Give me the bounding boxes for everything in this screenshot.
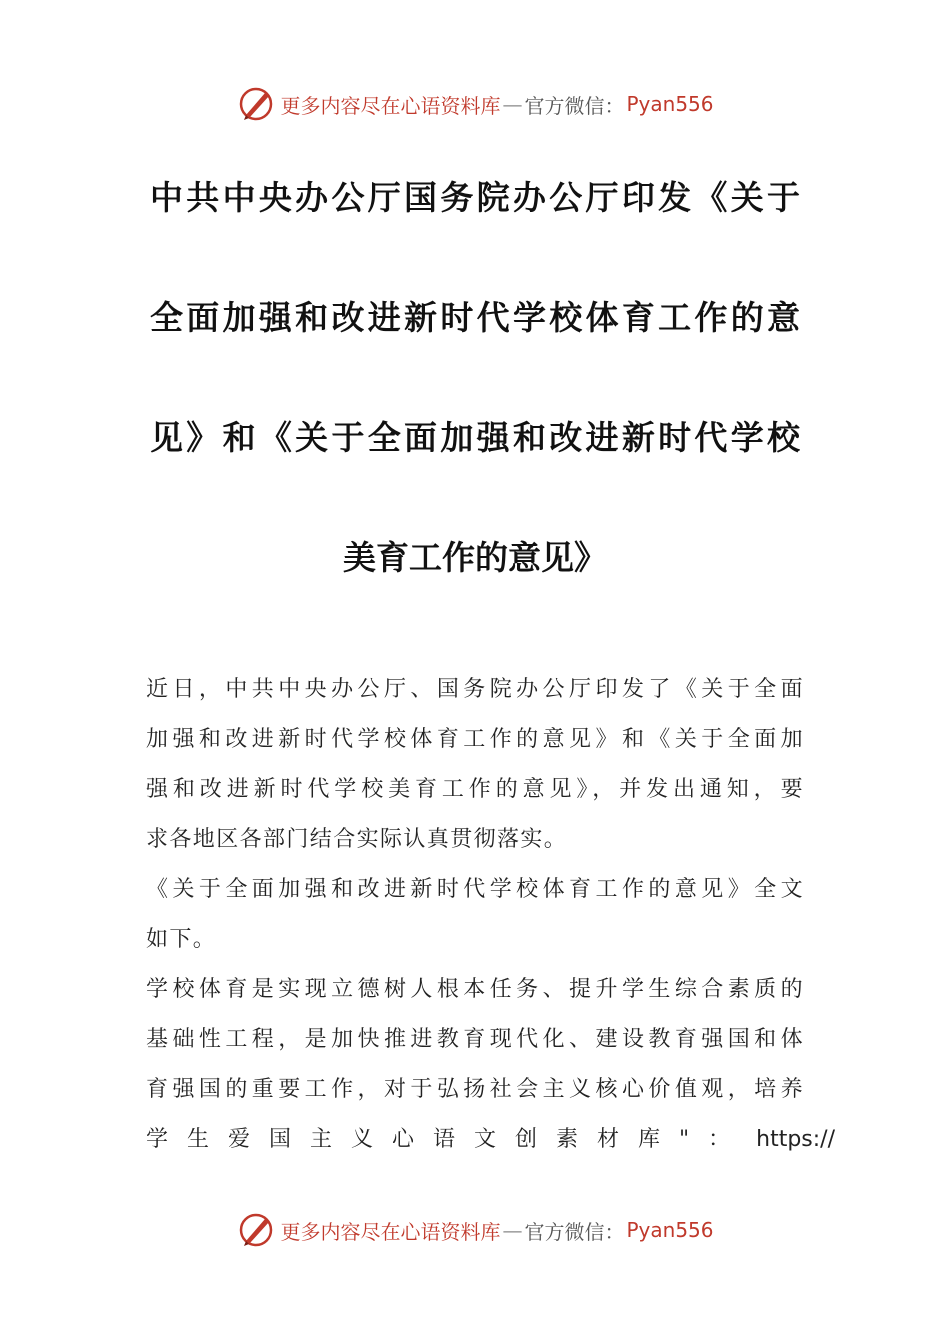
body-line: 强和改进新时代学校美育工作的意见》，并发出通知，要	[146, 777, 804, 802]
banner-site-name: 更多内容尽在心语资料库	[280, 93, 501, 118]
body-line: 基础性工程，是加快推进教育现代化、建设教育强国和体	[146, 1027, 804, 1052]
body-line: 育强国的重要工作，对于弘扬社会主义核心价值观，培养	[146, 1077, 804, 1102]
body-line-with-url	[146, 1115, 835, 1165]
banner-wechat-id: Pyan556	[626, 92, 714, 116]
body-line: 近日，中共中央办公厅、国务院办公厅印发了《关于全面	[146, 677, 804, 702]
title-line: 全面加强和改进新时代学校体育工作的意	[150, 298, 800, 337]
body-line: 《关于全面加强和改进新时代学校体育工作的意见》全文	[146, 877, 804, 902]
body-line: 如下。	[146, 927, 217, 952]
banner-site-name: 更多内容尽在心语资料库	[280, 1219, 501, 1244]
pen-logo-icon	[236, 84, 276, 124]
body-line: 加强和改进新时代学校体育工作的意见》和《关于全面加	[146, 727, 804, 752]
document-title	[150, 170, 800, 650]
body-line: 求各地区各部门结合实际认真贯彻落实。	[146, 827, 568, 852]
banner-wechat-label: 官方微信：	[524, 93, 625, 118]
banner-wechat-label: 官方微信：	[524, 1219, 625, 1244]
footer-watermark-banner	[0, 1208, 950, 1252]
title-line: 美育工作的意见》	[343, 538, 607, 577]
document-body	[146, 665, 835, 1165]
title-line: 见》和《关于全面加强和改进新时代学校	[150, 418, 800, 457]
body-line-text: 学生爱国主义心语文创素材库"：	[146, 1127, 750, 1152]
title-line: 中共中央办公厅国务院办公厅印发《关于	[150, 178, 800, 217]
header-watermark-banner	[0, 82, 950, 126]
banner-dash: —	[502, 92, 523, 116]
pen-logo-icon	[236, 1210, 276, 1250]
banner-dash: —	[502, 1218, 523, 1242]
body-line: 学校体育是实现立德树人根本任务、提升学生综合素质的	[146, 977, 804, 1002]
body-url: https://	[756, 1127, 835, 1152]
banner-wechat-id: Pyan556	[626, 1218, 714, 1242]
